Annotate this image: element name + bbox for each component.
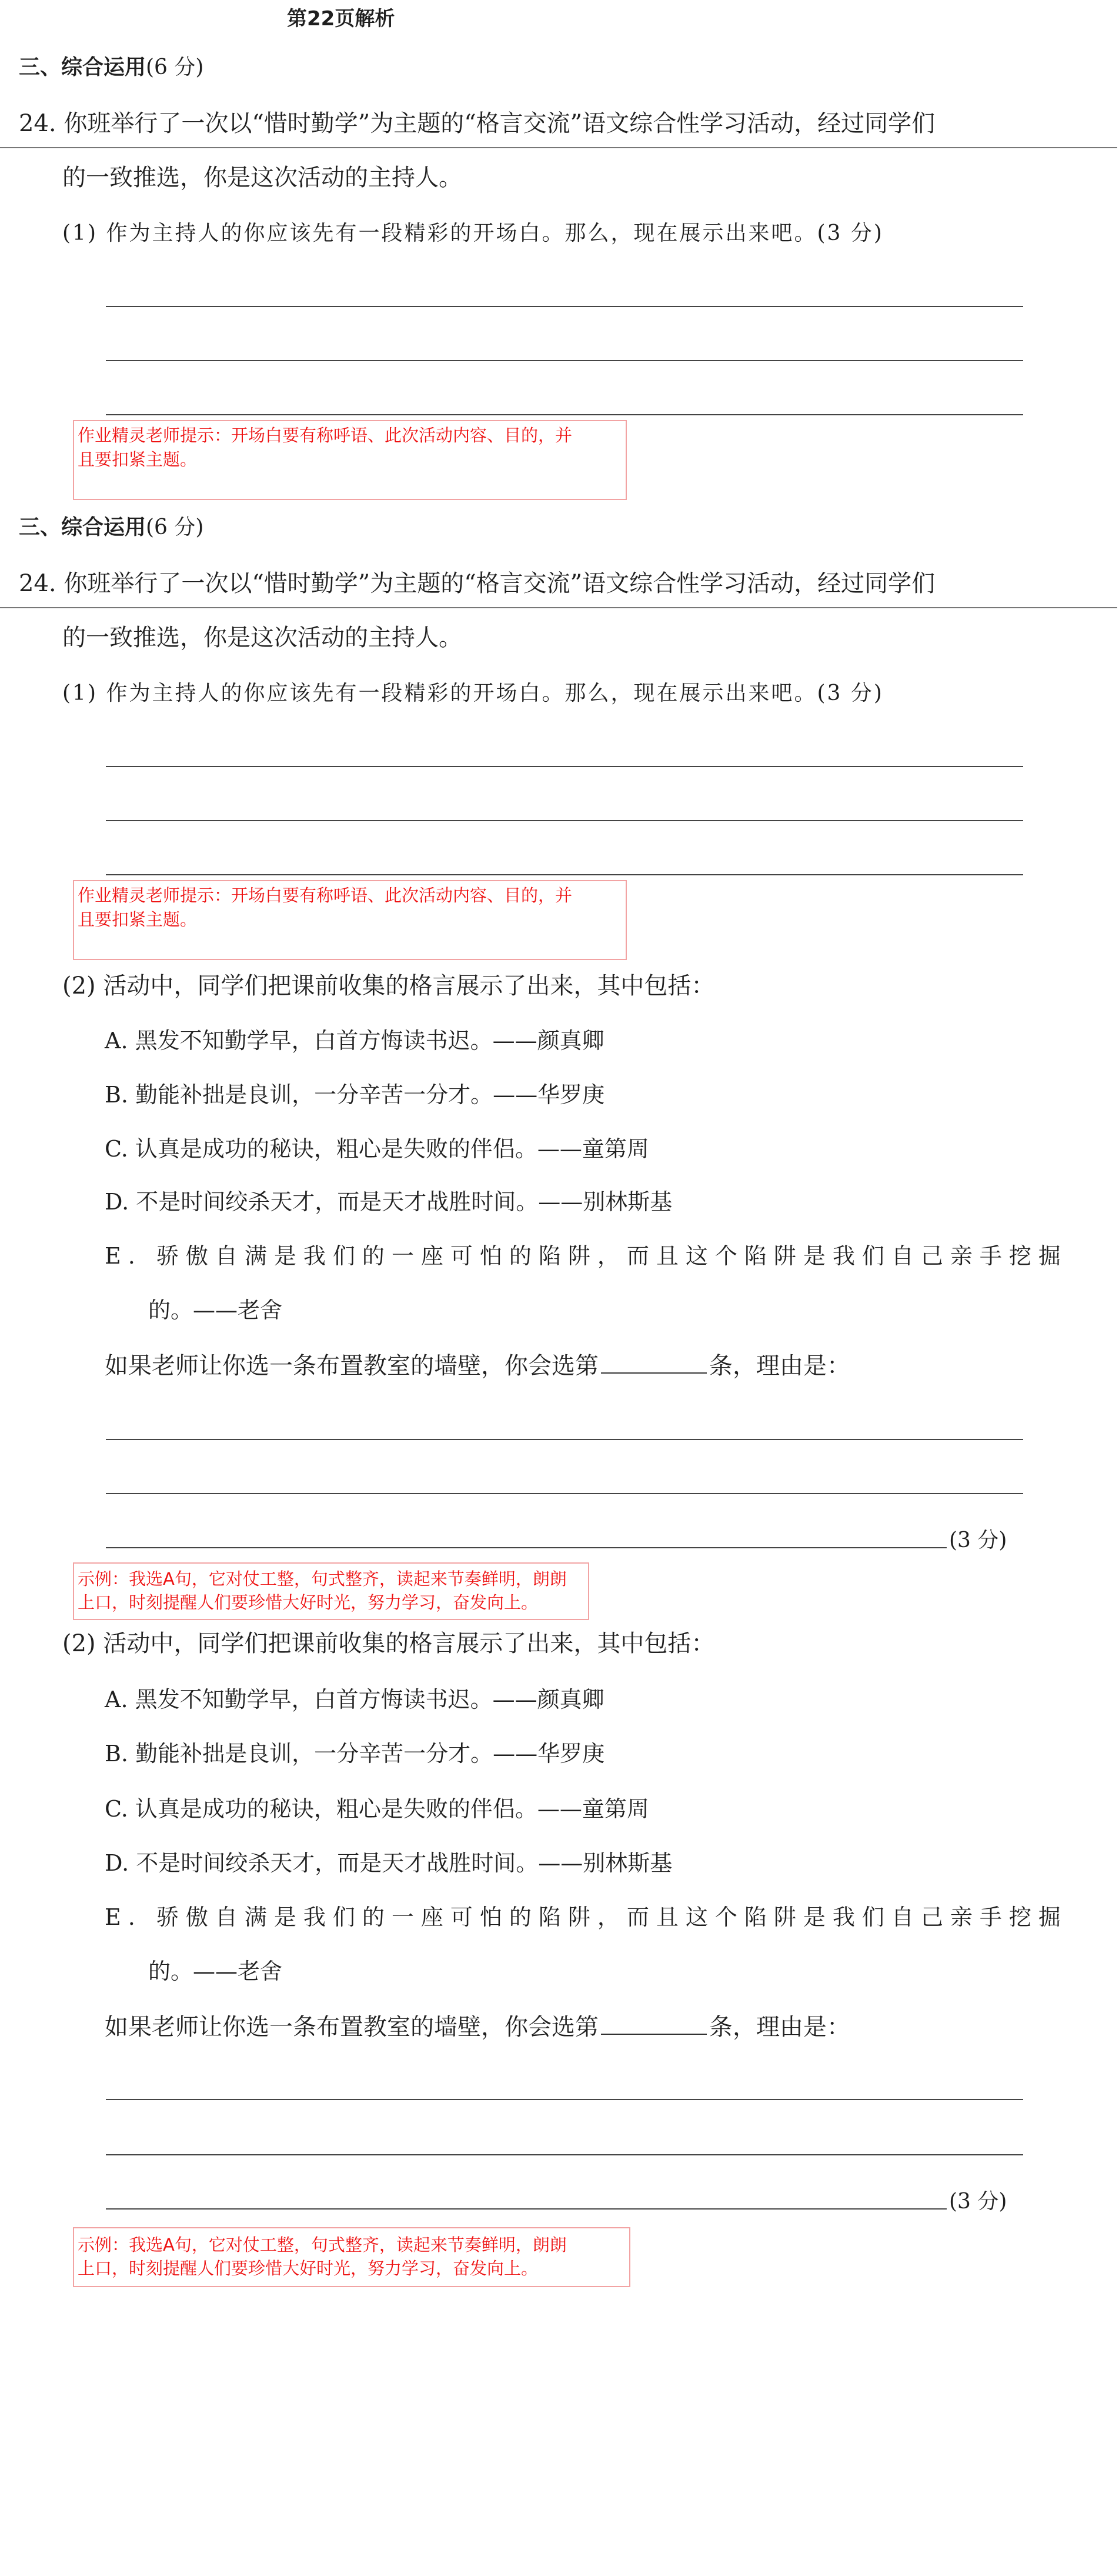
part2-intro: (2) 活动中，同学们把课前收集的格言展示了出来，其中包括： [62, 972, 715, 999]
prompt-text: 条，理由是： [709, 2014, 850, 2041]
answer-line [106, 766, 1023, 767]
choice-blank [601, 1351, 707, 1374]
teacher-hint-box [73, 420, 627, 500]
question-24-sub1: (1) 作为主持人的你应该先有一段精彩的开场白。那么，现在展示出来吧。(3 分) [62, 681, 884, 705]
prompt-text: 如果老师让你选一条布置教室的墙壁，你会选第 [105, 1352, 599, 1379]
answer-line [106, 2154, 1023, 2155]
answer-line [106, 360, 1023, 361]
option-c: C. 认真是成功的秘诀，粗心是失败的伴侣。——童第周 [105, 1796, 649, 1822]
answer-line [106, 2099, 1023, 2100]
answer-line [106, 820, 1023, 821]
option-e-line1: E. 骄傲自满是我们的一座可怕的陷阱，而且这个陷阱是我们自己亲手挖掘 [105, 1904, 1068, 1930]
answer-line [106, 2208, 947, 2210]
scan-divider [0, 147, 1117, 148]
hint-line: 示例：我选A句，它对仗工整，句式整齐，读起来节奏鲜明，朗朗 [78, 1569, 567, 1589]
answer-line [106, 1493, 1023, 1494]
example-answer-box [73, 2227, 630, 2287]
choice-prompt [105, 1347, 850, 1381]
question-24-line2: 的一致推选，你是这次活动的主持人。 [62, 624, 462, 651]
part2-score: (3 分) [949, 1528, 1007, 1552]
section-heading [19, 511, 203, 541]
page-title: 第22页解析 [287, 7, 395, 31]
section-title: 三、综合运用 [19, 515, 146, 539]
section-score: (6 分) [146, 55, 204, 79]
hint-line: 上口，时刻提醒人们要珍惜大好时光，努力学习，奋发向上。 [78, 1592, 539, 1612]
option-e-line2: 的。——老舍 [148, 1297, 283, 1323]
choice-prompt [105, 2008, 850, 2042]
question-24-line2: 的一致推选，你是这次活动的主持人。 [62, 164, 462, 191]
prompt-text: 如果老师让你选一条布置教室的墙壁，你会选第 [105, 2014, 599, 2041]
hint-line: 作业精灵老师提示：开场白要有称呼语、此次活动内容、目的，并 [78, 425, 573, 445]
part2-intro: (2) 活动中，同学们把课前收集的格言展示了出来，其中包括： [62, 1630, 715, 1657]
question-24-line1: 24. 你班举行了一次以“惜时勤学”为主题的“格言交流”语文综合性学习活动，经过同学们 [19, 110, 936, 137]
option-e-line1: E. 骄傲自满是我们的一座可怕的陷阱，而且这个陷阱是我们自己亲手挖掘 [105, 1243, 1068, 1269]
part2-score: (3 分) [949, 2190, 1007, 2214]
answer-line [106, 1439, 1023, 1440]
question-24-line1: 24. 你班举行了一次以“惜时勤学”为主题的“格言交流”语文综合性学习活动，经过同学们 [19, 570, 936, 597]
choice-blank [601, 2012, 707, 2035]
hint-line: 且要扣紧主题。 [78, 909, 198, 929]
section-heading [19, 51, 203, 81]
section-title: 三、综合运用 [19, 55, 146, 79]
teacher-hint-box [73, 880, 627, 960]
option-b: B. 勤能补拙是良训，一分辛苦一分才。——华罗庚 [105, 1082, 605, 1108]
answer-line [106, 414, 1023, 415]
option-d: D. 不是时间绞杀天才，而是天才战胜时间。——别林斯基 [105, 1850, 673, 1876]
hint-line: 上口，时刻提醒人们要珍惜大好时光，努力学习，奋发向上。 [78, 2258, 539, 2278]
option-e-line2: 的。——老舍 [148, 1958, 283, 1984]
option-b: B. 勤能补拙是良训，一分辛苦一分才。——华罗庚 [105, 1741, 605, 1767]
option-c: C. 认真是成功的秘诀，粗心是失败的伴侣。——童第周 [105, 1136, 649, 1162]
question-24-sub1: (1) 作为主持人的你应该先有一段精彩的开场白。那么，现在展示出来吧。(3 分) [62, 221, 884, 245]
scan-divider [0, 607, 1117, 608]
option-d: D. 不是时间绞杀天才，而是天才战胜时间。——别林斯基 [105, 1189, 673, 1215]
hint-line: 且要扣紧主题。 [78, 449, 198, 469]
hint-line: 示例：我选A句，它对仗工整，句式整齐，读起来节奏鲜明，朗朗 [78, 2235, 567, 2255]
option-a: A. 黑发不知勤学早，白首方悔读书迟。——颜真卿 [105, 1687, 604, 1712]
section-score: (6 分) [146, 515, 204, 539]
answer-line [106, 874, 1023, 875]
answer-line [106, 1547, 947, 1548]
option-a: A. 黑发不知勤学早，白首方悔读书迟。——颜真卿 [105, 1028, 604, 1054]
prompt-text: 条，理由是： [709, 1352, 850, 1379]
example-answer-box [73, 1562, 589, 1620]
answer-line [106, 306, 1023, 307]
hint-line: 作业精灵老师提示：开场白要有称呼语、此次活动内容、目的，并 [78, 885, 573, 905]
